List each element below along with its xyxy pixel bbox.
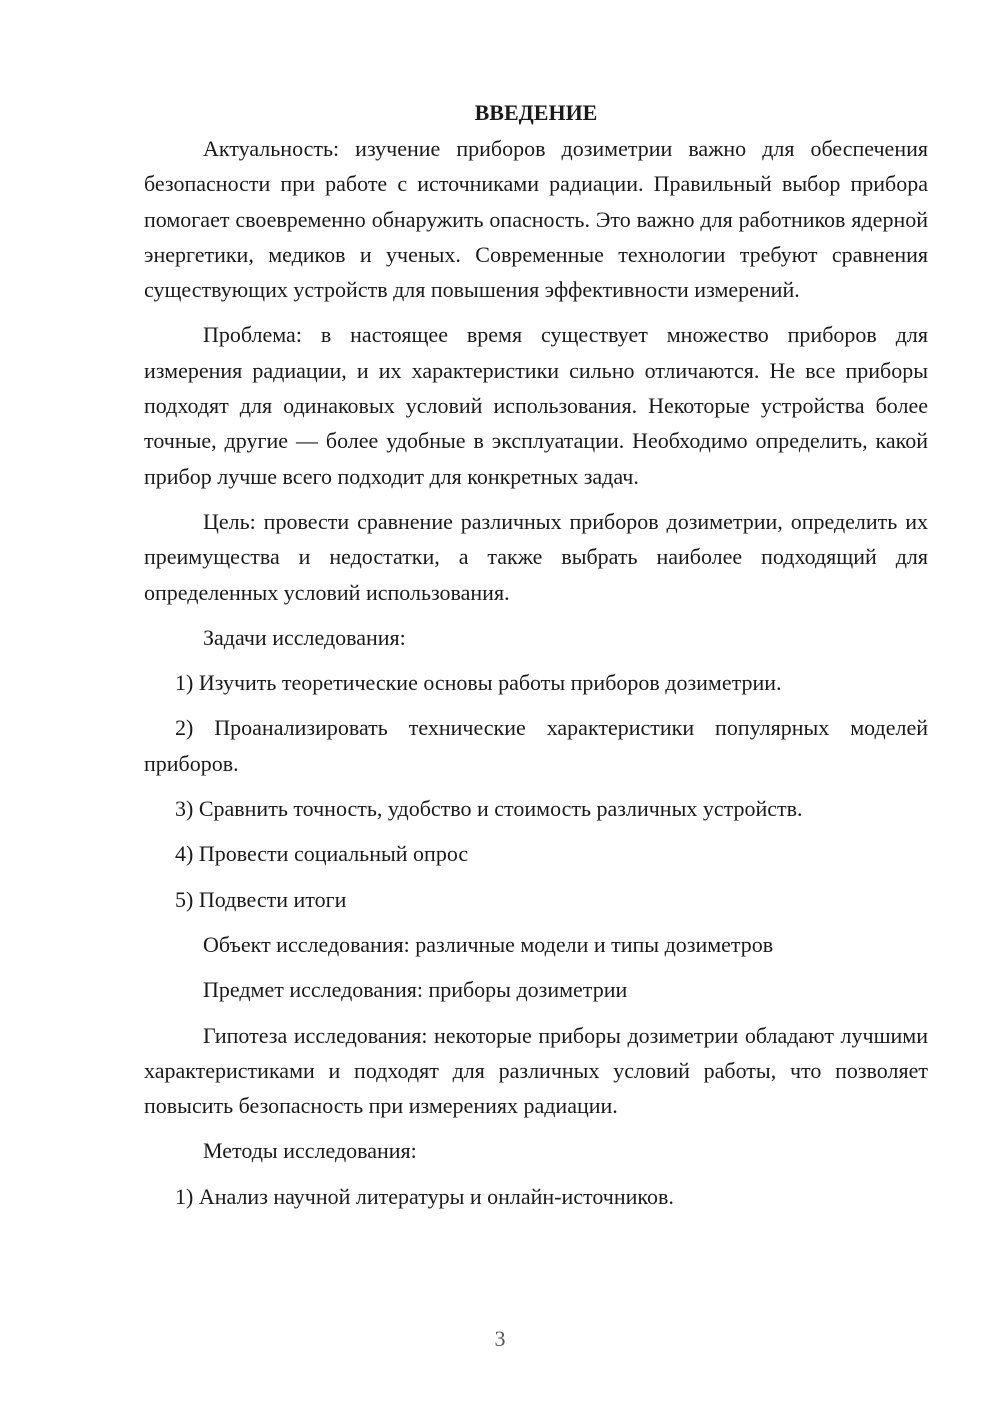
task-item: 1) Изучить теоретические основы работы приборов дозиметрии. <box>175 670 782 696</box>
task-item: 5) Подвести итоги <box>175 886 347 912</box>
methods-heading: Методы исследования: <box>203 1138 417 1164</box>
page-number: 3 <box>494 1326 506 1351</box>
task-item: 4) Провести социальный опрос <box>175 841 469 867</box>
hypothesis-paragraph: Гипотеза исследования: некоторые приборы дозиметрии обладают лучшими характеристиками и подходят для различных условий работы, что позволяет повысить безопасность при измерениях радиации. <box>144 1022 928 1119</box>
section-heading: ВВЕДЕНИЕ <box>474 100 598 125</box>
goal-paragraph: Цель: провести сравнение различных приборов дозиметрии, определить их преимущества и недостатки, а также выбрать наиболее подходящий для определенных условий использования. <box>144 508 928 605</box>
task-item: 2) Проанализировать технические характеристики популярных моделей приборов. <box>144 715 928 776</box>
relevance-paragraph: Актуальность: изучение приборов дозиметрии важно для обеспечения безопасности при работе с источниками радиации. Правильный выбор прибора помогает своевременно обнаружить опасность. Это важно для работников ядерной энергетики, медиков и ученых. Современные технологии требуют сравнения существующих устройств для повышения эффективности измерений. <box>144 136 928 303</box>
object-paragraph: Объект исследования: различные модели и типы дозиметров <box>203 931 774 957</box>
tasks-heading: Задачи исследования: <box>203 624 406 650</box>
task-item: 3) Сравнить точность, удобство и стоимость различных устройств. <box>175 796 803 822</box>
subject-paragraph: Предмет исследования: приборы дозиметрии <box>203 977 628 1003</box>
problem-paragraph: Проблема: в настоящее время существует множество приборов для измерения радиации, и их характеристики сильно отличаются. Не все приборы подходят для одинаковых условий использования. Некоторые устройства более точные, другие — более удобные в эксплуатации. Необходимо определить, какой прибор лучше всего подходит для конкретных задач. <box>144 322 928 489</box>
method-item: 1) Анализ научной литературы и онлайн-источников. <box>175 1183 674 1209</box>
page-content <box>144 95 928 1224</box>
